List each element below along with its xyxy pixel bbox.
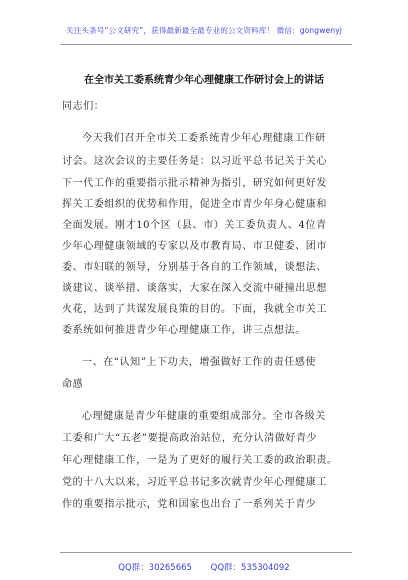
paragraph-line: 作的重要指示批示，党和国家也出台了一系列关于青少 — [62, 499, 317, 510]
paragraph-line: 谈建议、谈举措、谈落实，大家在深入交流中碰撞出思想 — [62, 283, 327, 294]
paragraph-line: 下一代工作的重要指示批示精神为指引，研究如何更好发 — [62, 178, 327, 189]
section-heading: 一、在“认知”上下功夫，增强做好工作的责任感使 — [82, 357, 317, 368]
header-divider — [60, 44, 352, 45]
footer-qq-group-1: QQ群：30265665 — [118, 563, 192, 573]
paragraph-line: 今天我们召开全市关工委系统青少年心理健康工作研 — [82, 133, 326, 144]
paragraph-line: 讨会。这次会议的主要任务是：以习近平总书记关于关心 — [62, 156, 327, 167]
footer — [0, 561, 408, 573]
footer-divider — [60, 552, 352, 553]
paragraph-line: 挥关工委组织的优势和作用，促进全市青少年身心健康和 — [62, 199, 327, 210]
footer-qq-group-2: QQ群：535304092 — [210, 563, 290, 573]
paragraph-line: 少年心理健康领域的专家以及市教育局、市卫健委、团市 — [62, 241, 327, 252]
header-note: 关注头条号“公文研究”，获得最新最全最专业的公文资料库！ 微信：gongwenyj — [66, 26, 342, 35]
paragraph-line: 心理健康是青少年健康的重要组成部分。全市各级关 — [82, 411, 326, 422]
paragraph-line: 全面发展。刚才10个区（县、市）关工委负责人、4位青 — [62, 220, 327, 231]
paragraph-line: 委系统如何推进青少年心理健康工作，讲三点想法。 — [62, 325, 306, 336]
paragraph-line: 委、市妇联的领导，分别基于各自的工作领域，谈想法、 — [62, 262, 327, 273]
paragraph-line: 工委和广大“五老”要提高政治站位，充分认清做好青少 — [62, 433, 318, 444]
document-title: 在全市关工委系统青少年心理健康工作研讨会上的讲话 — [84, 75, 324, 86]
section-heading: 命感 — [62, 379, 84, 390]
salutation: 同志们： — [62, 101, 105, 112]
paragraph-line: 年心理健康工作，一是为了更好的履行关工委的政治职责。 — [62, 455, 338, 466]
paragraph-line: 火花，达到了共谋发展良策的目的。下面，我就全市关工 — [62, 304, 327, 315]
paragraph-line: 党的十八大以来，习近平总书记多次就青少年心理健康工 — [62, 477, 327, 488]
